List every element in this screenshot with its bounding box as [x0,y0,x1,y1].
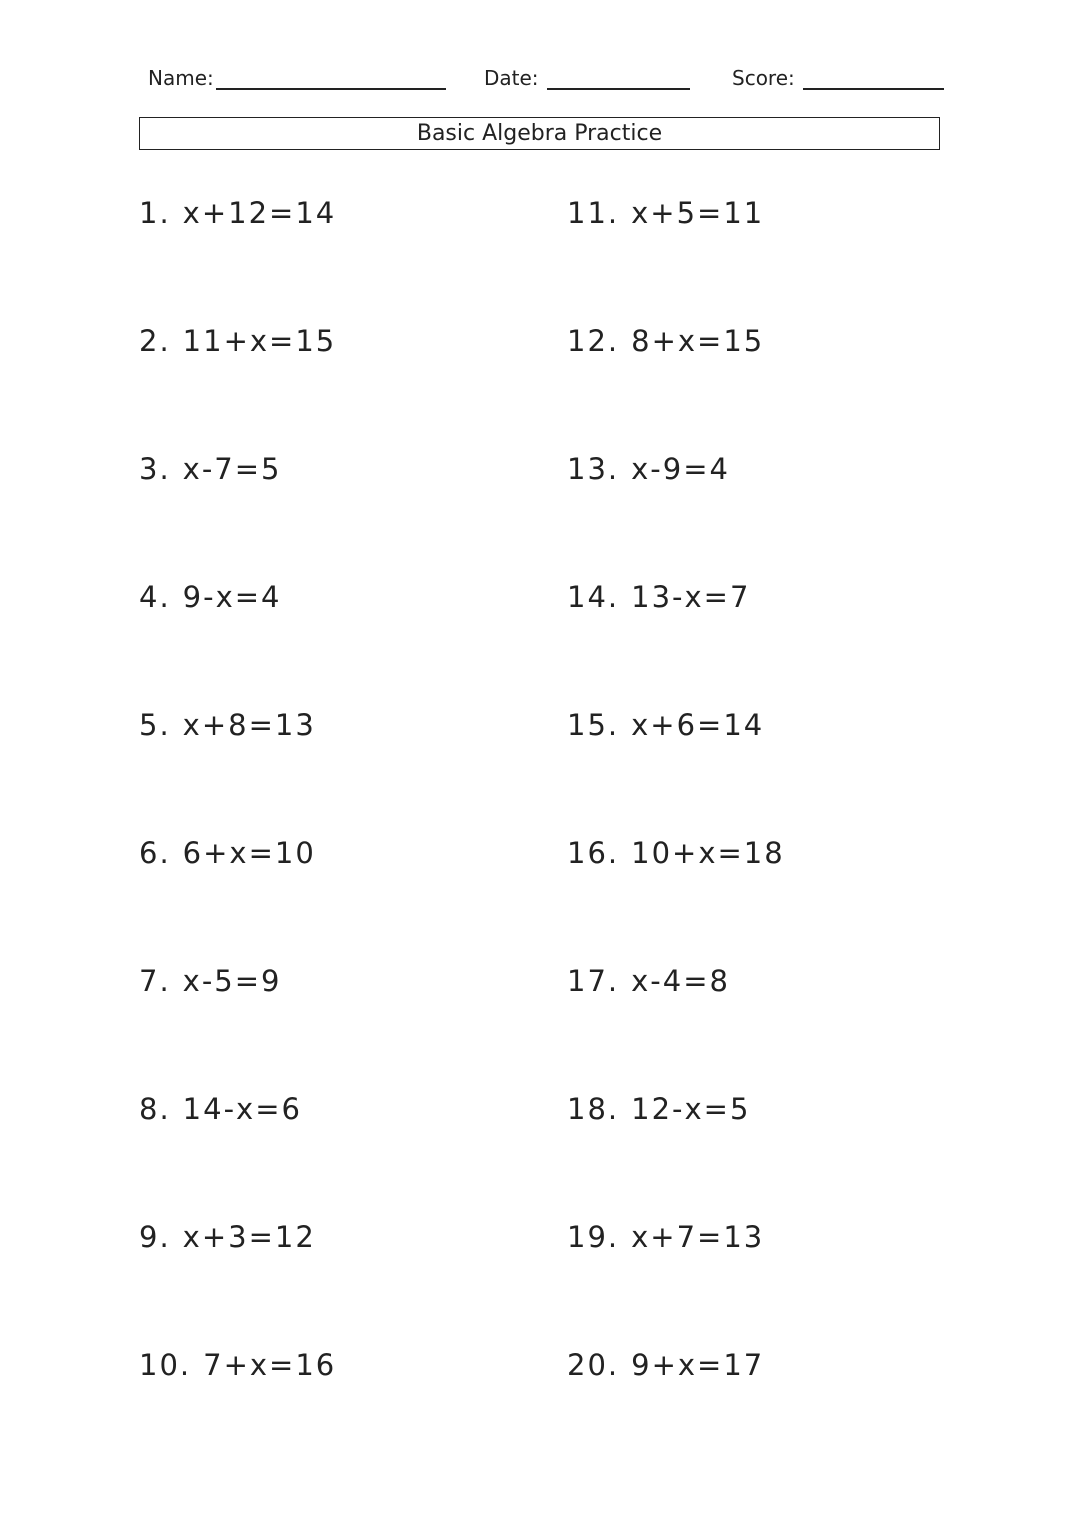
problem-number: 20. [567,1348,620,1382]
problem-equation: x-9=4 [631,452,730,486]
problem-item [567,1219,764,1255]
problem-equation: 8+x=15 [631,324,765,358]
problem-number: 1. [139,196,171,230]
problem-item [139,1091,302,1127]
problem-item [567,451,730,487]
problem-number: 9. [139,1220,171,1254]
problem-item [139,963,282,999]
problem-item [567,195,764,231]
problem-number: 11. [567,196,620,230]
score-blank-line[interactable] [803,68,944,90]
problem-number: 16. [567,836,620,870]
date-field[interactable] [484,64,690,90]
problem-equation: 12-x=5 [631,1092,751,1126]
problem-number: 4. [139,580,171,614]
problem-item [139,835,316,871]
problem-item [139,1347,336,1383]
problem-number: 13. [567,452,620,486]
problem-item [139,323,336,359]
problem-equation: 13-x=7 [631,580,751,614]
problem-item [139,579,282,615]
score-label: Score: [732,66,795,90]
problem-equation: 9+x=17 [631,1348,765,1382]
problem-item [567,1347,764,1383]
problem-equation: x-4=8 [631,964,730,998]
problem-equation: x+12=14 [182,196,337,230]
problem-number: 12. [567,324,620,358]
date-blank-line[interactable] [547,68,690,90]
problem-item [567,835,785,871]
problem-equation: x-7=5 [182,452,282,486]
worksheet-title: Basic Algebra Practice [139,117,940,150]
problem-number: 6. [139,836,171,870]
problem-number: 8. [139,1092,171,1126]
problem-equation: x+8=13 [182,708,316,742]
name-label: Name: [148,66,214,90]
problem-equation: x+3=12 [182,1220,316,1254]
problem-item [567,707,764,743]
problem-equation: 14-x=6 [182,1092,302,1126]
problem-item [139,1219,316,1255]
problem-equation: x+7=13 [631,1220,765,1254]
problem-number: 17. [567,964,620,998]
problem-item [567,579,750,615]
name-field[interactable] [148,64,446,90]
problem-number: 18. [567,1092,620,1126]
date-label: Date: [484,66,539,90]
problem-item [139,195,336,231]
problem-equation: x+5=11 [631,196,765,230]
problem-number: 5. [139,708,171,742]
problem-item [567,963,730,999]
name-blank-line[interactable] [216,68,446,90]
problem-number: 15. [567,708,620,742]
problem-item [567,1091,750,1127]
problem-number: 19. [567,1220,620,1254]
problem-equation: 6+x=10 [182,836,316,870]
problem-number: 10. [139,1348,192,1382]
problem-number: 14. [567,580,620,614]
problem-item [567,323,764,359]
problem-number: 2. [139,324,171,358]
problem-item [139,451,282,487]
problem-equation: x+6=14 [631,708,765,742]
problem-equation: 11+x=15 [182,324,337,358]
problem-equation: 10+x=18 [631,836,785,870]
problem-equation: 9-x=4 [182,580,282,614]
problem-equation: 7+x=16 [203,1348,337,1382]
score-field[interactable] [732,64,944,90]
problem-number: 7. [139,964,171,998]
problem-number: 3. [139,452,171,486]
problem-equation: x-5=9 [182,964,282,998]
problem-item [139,707,316,743]
